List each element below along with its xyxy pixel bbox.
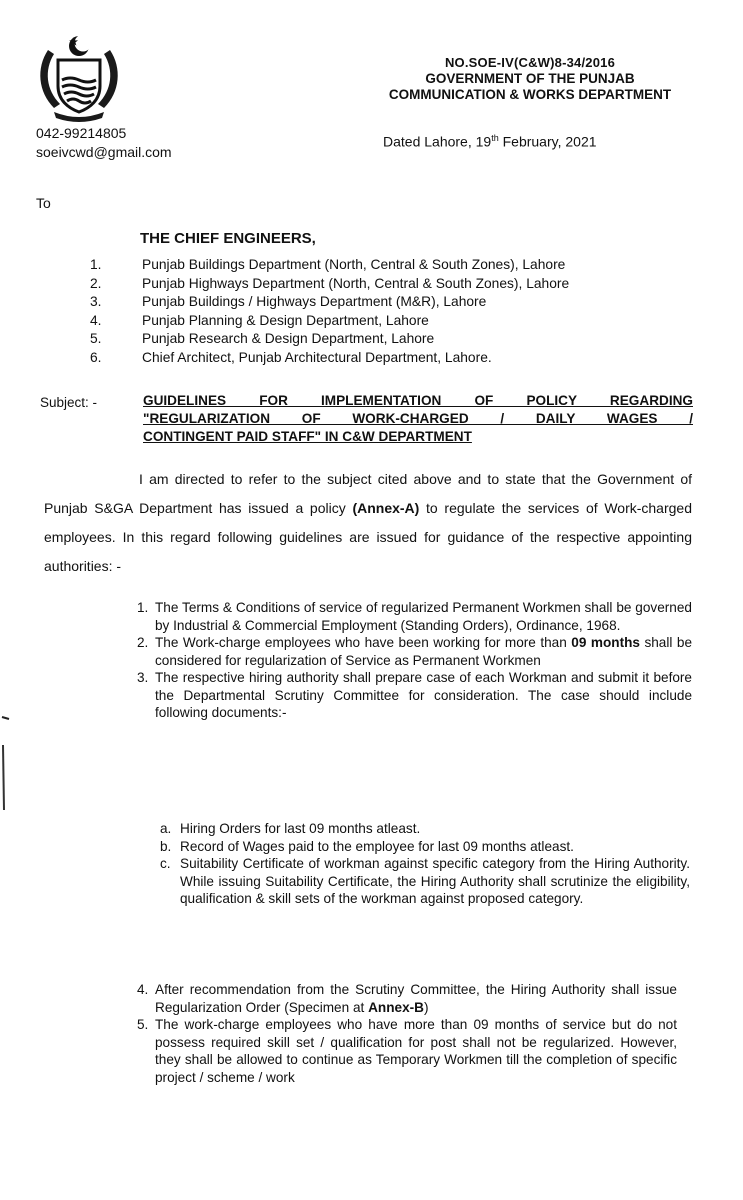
item-number: 2.: [137, 635, 149, 650]
date-line: [383, 133, 597, 150]
list-item: [137, 981, 677, 1016]
item-letter: c.: [160, 856, 171, 871]
recipient-list: [90, 256, 569, 368]
item-text: Record of Wages paid to the employee for last 09 months atleast.: [180, 838, 574, 854]
list-text: Punjab Buildings Department (North, Central & South Zones), Lahore: [142, 257, 566, 272]
documents-sublist: [160, 820, 690, 908]
subject-label: Subject: -: [40, 395, 98, 410]
list-item: [90, 293, 569, 312]
list-item: [137, 1016, 677, 1086]
list-item: [90, 349, 569, 368]
list-item: [160, 855, 690, 908]
item-number: 3.: [137, 670, 149, 685]
item-text: The respective hiring authority shall prepare case of each Workman and submit it before the Departmental Scrutiny Committee for consideration. The case should include following documents:-: [155, 670, 692, 720]
item-text: Hiring Orders for last 09 months atleast.: [180, 821, 421, 836]
punjab-government-emblem-icon: [34, 30, 124, 122]
list-number: 4.: [90, 312, 102, 328]
list-item: [160, 820, 690, 838]
list-item: [137, 634, 692, 669]
item-text: [155, 981, 677, 1016]
list-number: 1.: [90, 257, 102, 272]
date-suffix: February, 2021: [498, 133, 597, 150]
item-text: The Terms & Conditions of service of regularized Permanent Workmen shall be governed by Industrial & Commercial Employment (Standing Orders), Ordinance, 1968.: [155, 600, 692, 633]
subject-line-1: GUIDELINES FOR IMPLEMENTATION OF POLICY REGARDING: [143, 393, 693, 408]
email-address: soeivcwd@gmail.com: [36, 144, 172, 160]
subject-text: [143, 392, 693, 446]
intro-part-2: to regulate the services of Work-charged employees. In this regard following guidelines are issued for guidance of the respective appointing authorities: -: [44, 500, 692, 574]
department-name: COMMUNICATION & WORKS DEPARTMENT: [388, 87, 672, 102]
item-text-bold: 09 months: [571, 635, 640, 650]
item-number: 4.: [137, 982, 149, 997]
item-number: 1.: [137, 600, 149, 615]
intro-part-1: I am directed to refer to the subject cited above and to state that the Government of Punjab S&GA Department has issued a policy: [44, 471, 692, 516]
list-text: Chief Architect, Punjab Architectural Department, Lahore.: [142, 349, 492, 365]
contact-block: [36, 124, 172, 162]
list-item: [90, 312, 569, 331]
subject-line-2: "REGULARIZATION OF WORK-CHARGED / DAILY WAGES /: [143, 411, 693, 426]
list-number: 6.: [90, 349, 102, 365]
government-name: GOVERNMENT OF THE PUNJAB: [425, 71, 635, 86]
list-item: [160, 838, 690, 856]
item-text: The work-charge employees who have more than 09 months of service but do not possess required skill set / qualification for post shall not be regularized. However, they shall be allowed to continue as Temporary Workmen till the completion of specific project / scheme / work: [155, 1017, 677, 1085]
list-item: [90, 330, 569, 349]
item-letter: b.: [160, 838, 172, 854]
list-item: [137, 599, 692, 634]
item-text: Suitability Certificate of workman against specific category from the Hiring Authority. While issuing Suitability Certificate, the Hiring Authority shall scrutinize the eligibility, qualification & skill sets of the workman against proposed category.: [180, 856, 690, 906]
item-text-pre: The Work-charge employees who have been working for more than: [155, 635, 572, 650]
list-text: Punjab Buildings / Highways Department (M&R), Lahore: [142, 294, 487, 310]
item-text-pre: After recommendation from the Scrutiny Committee, the Hiring Authority shall issue Regularization Order (Specimen at: [155, 982, 677, 1015]
list-number: 3.: [90, 294, 102, 310]
phone-number: 042-99214805: [36, 125, 127, 141]
page-edge-mark-icon: [0, 715, 12, 815]
item-text: [155, 634, 692, 669]
intro-paragraph: [44, 465, 692, 581]
subject-line-3: CONTINGENT PAID STAFF" IN C&W DEPARTMENT: [143, 429, 472, 444]
list-number: 2.: [90, 275, 102, 291]
list-text: Punjab Planning & Design Department, Lahore: [142, 312, 429, 328]
to-label: To: [36, 195, 51, 211]
date-prefix: Dated Lahore, 19: [383, 133, 492, 150]
list-item: [90, 256, 569, 275]
letter-heading: [330, 55, 730, 102]
list-item: [90, 275, 569, 294]
list-text: Punjab Highways Department (North, Central & South Zones), Lahore: [142, 275, 570, 291]
item-text-bold: Annex-B: [368, 999, 424, 1015]
list-item: [137, 669, 692, 722]
reference-number: NO.SOE-IV(C&W)8-34/2016: [444, 55, 616, 70]
guidelines-list-continued: [137, 981, 677, 1086]
addressee: THE CHIEF ENGINEERS,: [140, 230, 316, 247]
date-suffix-sup: th: [491, 133, 499, 143]
item-number: 5.: [137, 1017, 149, 1032]
list-number: 5.: [90, 331, 102, 347]
list-text: Punjab Research & Design Department, Lahore: [142, 331, 435, 347]
annex-a-ref: (Annex-A): [352, 500, 420, 516]
item-text-post: ): [423, 999, 429, 1015]
item-text-post: shall be considered for regularization of Service as Permanent Workmen: [155, 635, 692, 668]
guidelines-list: [137, 599, 692, 722]
intro-text: [44, 465, 692, 581]
item-letter: a.: [160, 821, 172, 836]
